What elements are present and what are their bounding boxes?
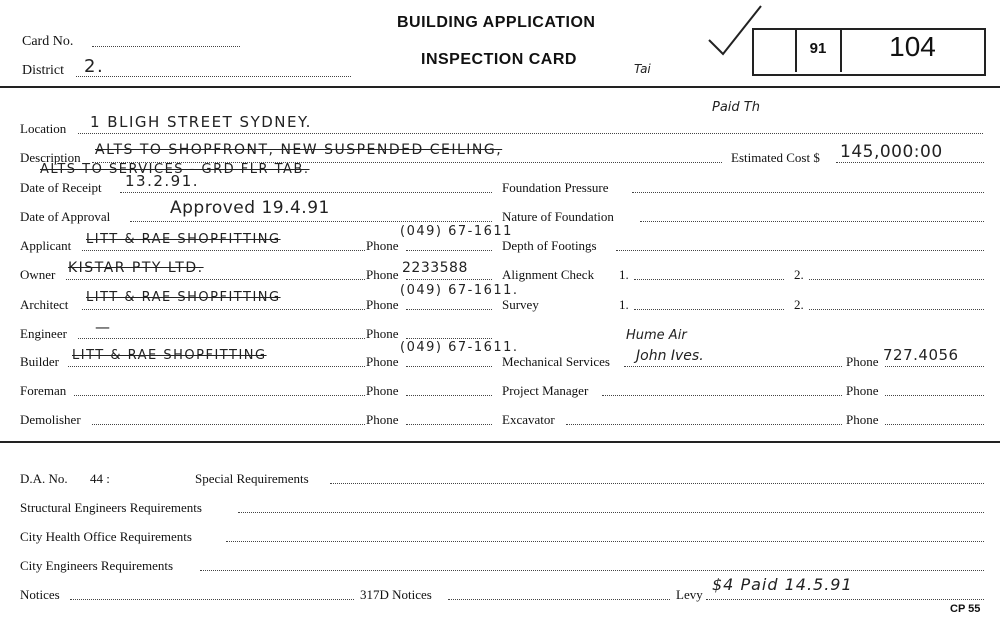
demolisher-field[interactable] [92, 424, 365, 425]
notices-317d-field[interactable] [448, 599, 670, 600]
engineer-phone-field[interactable] [406, 338, 492, 339]
levy-field[interactable] [706, 599, 984, 600]
applicant-value: LITT & RAE SHOPFITTING [86, 232, 281, 247]
estimated-cost-label: Estimated Cost $ [731, 150, 820, 165]
da-no-label: D.A. No. [20, 471, 68, 486]
owner-phone-label: Phone [366, 267, 399, 282]
district-value: 2. [84, 56, 105, 77]
applicant-phone-label: Phone [366, 238, 399, 253]
owner-value: KISTAR PTY LTD. [68, 260, 204, 276]
location-value: 1 BLIGH STREET SYDNEY. [90, 113, 312, 131]
engineer-label: Engineer [20, 326, 67, 341]
date-approval-field[interactable] [130, 221, 492, 222]
owner-label: Owner [20, 267, 56, 282]
box-divider-2 [840, 28, 842, 72]
builder-value: LITT & RAE SHOPFITTING [72, 348, 267, 363]
project-manager-label: Project Manager [502, 383, 589, 398]
description-label: Description [20, 150, 81, 165]
demolisher-phone-label: Phone [366, 412, 399, 427]
depth-footings-field[interactable] [616, 250, 984, 251]
nature-foundation-field[interactable] [640, 221, 984, 222]
notices-field[interactable] [70, 599, 354, 600]
alignment-num-2: 2. [794, 267, 804, 282]
mech-services-field[interactable] [624, 366, 842, 367]
demolisher-phone-field[interactable] [406, 424, 492, 425]
title-line2: INSPECTION CARD [421, 51, 577, 68]
builder-phone-field[interactable] [406, 366, 492, 367]
project-manager-field[interactable] [602, 395, 842, 396]
city-eng-field[interactable] [200, 570, 984, 571]
special-req-label: Special Requirements [195, 471, 309, 486]
levy-value: $4 Paid 14.5.91 [712, 575, 853, 594]
architect-label: Architect [20, 297, 69, 312]
applicant-phone-field[interactable] [406, 250, 492, 251]
foreman-phone-label: Phone [366, 383, 399, 398]
description-value-1: ALTS TO SHOPFRONT, NEW SUSPENDED CEILING, [95, 142, 503, 158]
box-small-number: 91 [809, 40, 827, 57]
architect-phone-value: (049) 67-1611. [400, 283, 519, 298]
top-right-note: Paid Th [712, 100, 760, 115]
demolisher-label: Demolisher [20, 412, 81, 427]
form-code: CP 55 [950, 603, 981, 615]
city-eng-label: City Engineers Requirements [20, 558, 174, 573]
notices-label: Notices [20, 587, 60, 602]
estimated-cost-value: 145,000:00 [840, 142, 943, 162]
alignment-check-label: Alignment Check [502, 267, 595, 282]
scribble-note: Tai [634, 62, 651, 76]
health-field[interactable] [226, 541, 984, 542]
engineer-value: — [95, 318, 112, 336]
date-approval-value: Approved 19.4.91 [170, 198, 330, 218]
date-receipt-value: 13.2.91. [125, 172, 200, 190]
estimated-cost-field[interactable] [836, 162, 984, 163]
excavator-field[interactable] [566, 424, 842, 425]
survey-field-1[interactable] [634, 309, 784, 310]
da-no-value: 44 : [90, 471, 110, 486]
section-divider [0, 441, 1000, 443]
excavator-phone-label: Phone [846, 412, 879, 427]
architect-value: LITT & RAE SHOPFITTING [86, 290, 281, 305]
date-approval-label: Date of Approval [20, 209, 111, 224]
mech-phone-label: Phone [846, 354, 879, 369]
header-divider [0, 86, 1000, 88]
date-receipt-field[interactable] [120, 192, 492, 193]
survey-num-2: 2. [794, 297, 804, 312]
excavator-phone-field[interactable] [885, 424, 984, 425]
levy-label: Levy [676, 587, 703, 602]
foundation-pressure-label: Foundation Pressure [502, 180, 609, 195]
survey-field-2[interactable] [809, 309, 984, 310]
alignment-field-2[interactable] [809, 279, 984, 280]
foreman-label: Foreman [20, 383, 67, 398]
foreman-field[interactable] [74, 395, 365, 396]
location-field[interactable] [78, 133, 983, 134]
survey-num-1: 1. [619, 297, 629, 312]
applicant-label: Applicant [20, 238, 72, 253]
architect-phone-field[interactable] [406, 309, 492, 310]
depth-footings-label: Depth of Footings [502, 238, 597, 253]
alignment-field-1[interactable] [634, 279, 784, 280]
box-large-number: 104 [889, 31, 936, 62]
health-label: City Health Office Requirements [20, 529, 192, 544]
builder-phone-value: (049) 67-1611. [400, 340, 519, 355]
mech-phone-value: 727.4056 [883, 346, 959, 364]
mech-services-note: Hume Air [626, 328, 687, 343]
description-value-2: ALTS TO SERVICES - GRD FLR TAB. [40, 162, 310, 177]
project-manager-phone-label: Phone [846, 383, 879, 398]
foreman-phone-field[interactable] [406, 395, 492, 396]
builder-label: Builder [20, 354, 59, 369]
architect-field[interactable] [82, 309, 365, 310]
owner-phone-value: 2233588 [402, 260, 468, 276]
builder-phone-label: Phone [366, 354, 399, 369]
date-receipt-label: Date of Receipt [20, 180, 102, 195]
excavator-label: Excavator [502, 412, 555, 427]
project-manager-phone-field[interactable] [885, 395, 984, 396]
survey-label: Survey [502, 297, 539, 312]
engineer-phone-label: Phone [366, 326, 399, 341]
nature-foundation-label: Nature of Foundation [502, 209, 614, 224]
special-req-field[interactable] [330, 483, 984, 484]
mech-services-label: Mechanical Services [502, 354, 610, 369]
applicant-field[interactable] [82, 250, 365, 251]
owner-phone-field[interactable] [406, 279, 492, 280]
location-label: Location [20, 121, 67, 136]
mech-services-value: John Ives. [636, 348, 704, 364]
district-label: District [22, 63, 64, 78]
applicant-phone-value: (049) 67-1611 [400, 224, 513, 239]
structural-label: Structural Engineers Requirements [20, 500, 202, 515]
district-field[interactable] [76, 76, 351, 77]
builder-field[interactable] [68, 366, 365, 367]
title-line1: BUILDING APPLICATION [397, 14, 596, 31]
alignment-num-1: 1. [619, 267, 629, 282]
card-no-label: Card No. [22, 34, 74, 49]
engineer-field[interactable] [78, 338, 365, 339]
structural-field[interactable] [238, 512, 984, 513]
card-no-field[interactable] [92, 46, 240, 47]
owner-field[interactable] [66, 279, 365, 280]
box-divider-1 [795, 28, 797, 72]
mech-phone-field[interactable] [885, 366, 984, 367]
notices-317d-label: 317D Notices [360, 587, 432, 602]
foundation-pressure-field[interactable] [632, 192, 984, 193]
architect-phone-label: Phone [366, 297, 399, 312]
